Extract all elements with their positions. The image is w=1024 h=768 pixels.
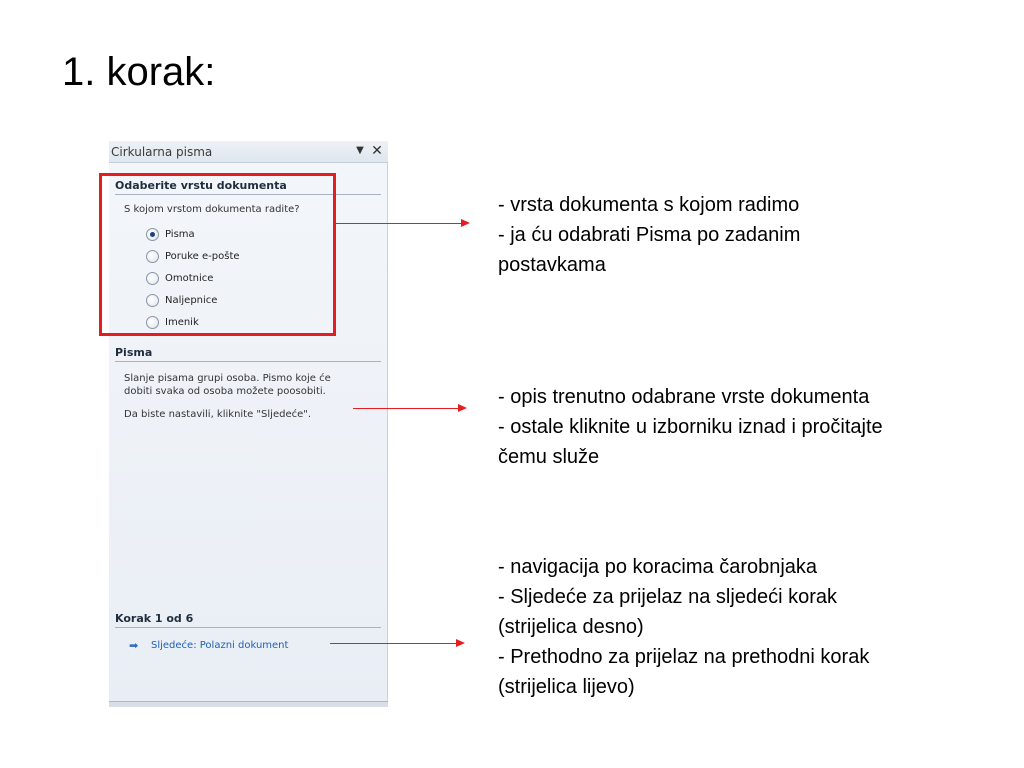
pane-bottom-edge — [109, 701, 388, 707]
pane-title: Cirkularna pisma — [111, 145, 213, 159]
callout-3-line-1: - navigacija po koracima čarobnjaka — [498, 556, 818, 578]
callout-2-line-2: - ostale kliknite u izborniku iznad i pročitajte — [498, 416, 883, 438]
pane-close-icon[interactable]: ✕ — [371, 143, 383, 159]
callout-3-line-5: (strijelica lijevo) — [498, 676, 635, 698]
callout-3-line-3: (strijelica desno) — [498, 616, 644, 638]
callout-arrowhead-3 — [456, 639, 465, 647]
doc-type-question: S kojom vrstom dokumenta radite? — [124, 204, 300, 215]
callout-arrow-line-2 — [353, 408, 459, 409]
description-heading: Pisma — [115, 346, 381, 362]
callout-3-line-2: - Sljedeće za prijelaz na sljedeći korak — [498, 586, 838, 608]
pane-header — [109, 141, 388, 163]
step-heading: Korak 1 od 6 — [115, 612, 381, 628]
callout-text-3 — [498, 552, 869, 702]
pane-menu-dropdown-icon[interactable]: ▼ — [356, 145, 364, 156]
description-line-1: Slanje pisama grupi osoba. Pismo koje će — [124, 373, 331, 384]
callout-3-line-4: - Prethodno za prijelaz na prethodni korak — [498, 646, 870, 668]
callout-1-line-2: - ja ću odabrati Pisma po zadanim — [498, 224, 801, 246]
callout-1-line-1: - vrsta dokumenta s kojom radimo — [498, 194, 800, 216]
arrow-right-icon: ➡ — [129, 638, 139, 652]
radio-label: Poruke e-pošte — [165, 250, 240, 262]
callout-text-2 — [498, 382, 883, 472]
callout-1-line-3: postavkama — [498, 254, 606, 276]
doc-type-highlight-box — [99, 173, 336, 336]
slide-title: 1. korak: — [62, 50, 216, 94]
callout-arrow-line-1 — [336, 223, 462, 224]
next-step-label: Sljedeće: Polazni dokument — [151, 639, 289, 651]
next-step-link[interactable] — [129, 637, 288, 653]
description-line-2: dobiti svaka od osoba možete poosobiti. — [124, 386, 326, 397]
description-line-3: Da biste nastavili, kliknite "Sljedeće". — [124, 409, 312, 420]
radio-label: Omotnice — [165, 272, 214, 284]
radio-label: Pisma — [165, 228, 195, 240]
doc-type-heading: Odaberite vrstu dokumenta — [115, 179, 381, 195]
radio-label: Imenik — [165, 316, 199, 328]
callout-text-1 — [498, 190, 800, 280]
callout-arrow-line-3 — [330, 643, 457, 644]
callout-2-line-1: - opis trenutno odabrane vrste dokumenta — [498, 386, 870, 408]
radio-label: Naljepnice — [165, 294, 218, 306]
callout-2-line-3: čemu služe — [498, 446, 600, 468]
callout-arrowhead-2 — [458, 404, 467, 412]
callout-arrowhead-1 — [461, 219, 470, 227]
